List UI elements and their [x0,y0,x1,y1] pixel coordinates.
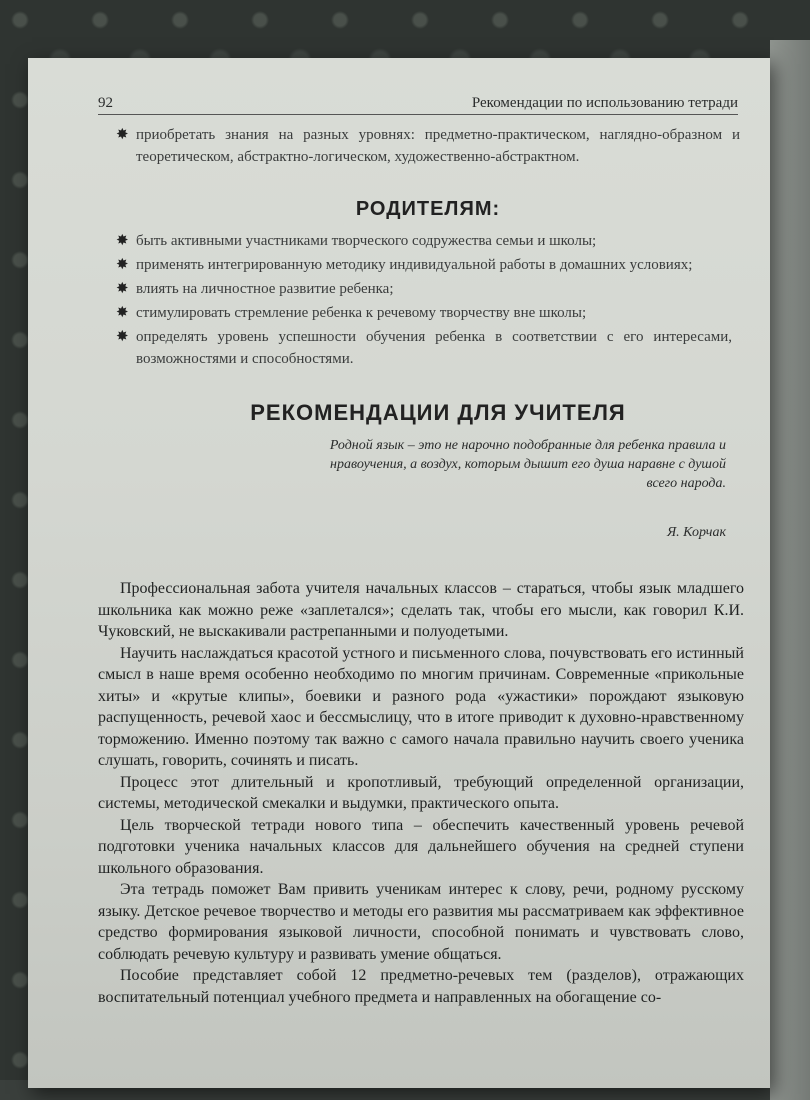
bullet-icon: ✸ [116,233,129,249]
list-item [116,302,732,324]
list-item-text: влиять на личностное развитие ребенка; [136,281,394,297]
list-item-text: быть активными участниками творческого содружества семьи и школы; [136,233,597,249]
paragraph: Эта тетрадь поможет Вам привить ученикам интерес к слову, речи, родному русскому языку. Детское речевое творчество и методы его развития мы рассматриваем как эффективное средство формирования языковой личности, способной понимать и чувствовать слово, соблюдать речевую культуру и развивать умение общаться. [98,881,744,963]
parents-heading: РОДИТЕЛЯМ: [355,198,501,220]
list-item-text: приобретать знания на разных уровнях: предметно-практическом, наглядно-образном и теоретическом, абстрактно-логическом, художественно-абстрактном. [136,127,740,165]
list-item-text: определять уровень успешности обучения ребенка в соответствии с его интересами, возможностями и способностями. [136,329,732,367]
list-item [116,326,732,370]
paragraph: Цель творческой тетради нового типа – обеспечить качественный уровень речевой подготовки ученика начальных классов для дальнейшего обучения на средней ступени школьного образования. [98,816,744,877]
list-item [116,230,732,252]
list-item [116,124,740,168]
book-page [28,58,770,1088]
bullet-icon: ✸ [116,257,129,273]
paragraph: Пособие представляет собой 12 предметно-речевых тем (разделов), отражающих воспитательный потенциал учебного предмета и направленных на обогащение со- [98,967,744,1006]
bullet-icon: ✸ [116,281,129,297]
list-item-text: стимулировать стремление ребенка к речевому творчеству вне школы; [136,305,587,321]
body-text [98,578,744,1008]
page-number: 92 [98,95,113,111]
list-item [116,254,732,276]
epigraph: Родной язык – это не нарочно подобранные для ребенка правила и нравоучения, а воздух, которым дышит его душа наравне с душой всего народа. [329,438,726,491]
list-item [116,278,732,300]
running-header-title: Рекомендации по использованию тетради [471,95,738,111]
list-item-text: применять интегрированную методику индивидуальной работы в домашних условиях; [136,257,693,273]
paragraph: Процесс этот длительный и кропотливый, требующий определенной организации, системы, методической смекалки и выдумки, практического опыта. [98,773,744,812]
paragraph: Научить наслаждаться красотой устного и письменного слова, почувствовать его истинный смысл в наше время особенно необходимо по многим причинам. Современные «прикольные хиты» и «крутые клипы», боевики и разного рода «ужастики» порождают языковую распущенность, речевой хаос и бессмыслицу, что в итоге приводит к духовно-нравственному торможению. Именно поэтому так важно с самого начала правильно научить своего ученика слушать, говорить, сочинять и писать. [98,644,744,769]
running-header [98,92,738,115]
epigraph-author: Я. Корчак [666,525,726,540]
top-bullet-list [116,124,740,170]
paragraph: Профессиональная забота учителя начальных классов – стараться, чтобы язык младшего школьника как можно реже «заплетался»; сделать так, чтобы его мысли, как говорил К.И. Чуковский, не выскакивали растрепанными и полуодетыми. [98,580,744,640]
teacher-heading: РЕКОМЕНДАЦИИ ДЛЯ УЧИТЕЛЯ [250,400,626,425]
adjacent-page-edge [770,40,810,1100]
bullet-icon: ✸ [116,127,129,143]
parents-bullet-list [116,230,732,372]
bullet-icon: ✸ [116,329,129,345]
bullet-icon: ✸ [116,305,129,321]
